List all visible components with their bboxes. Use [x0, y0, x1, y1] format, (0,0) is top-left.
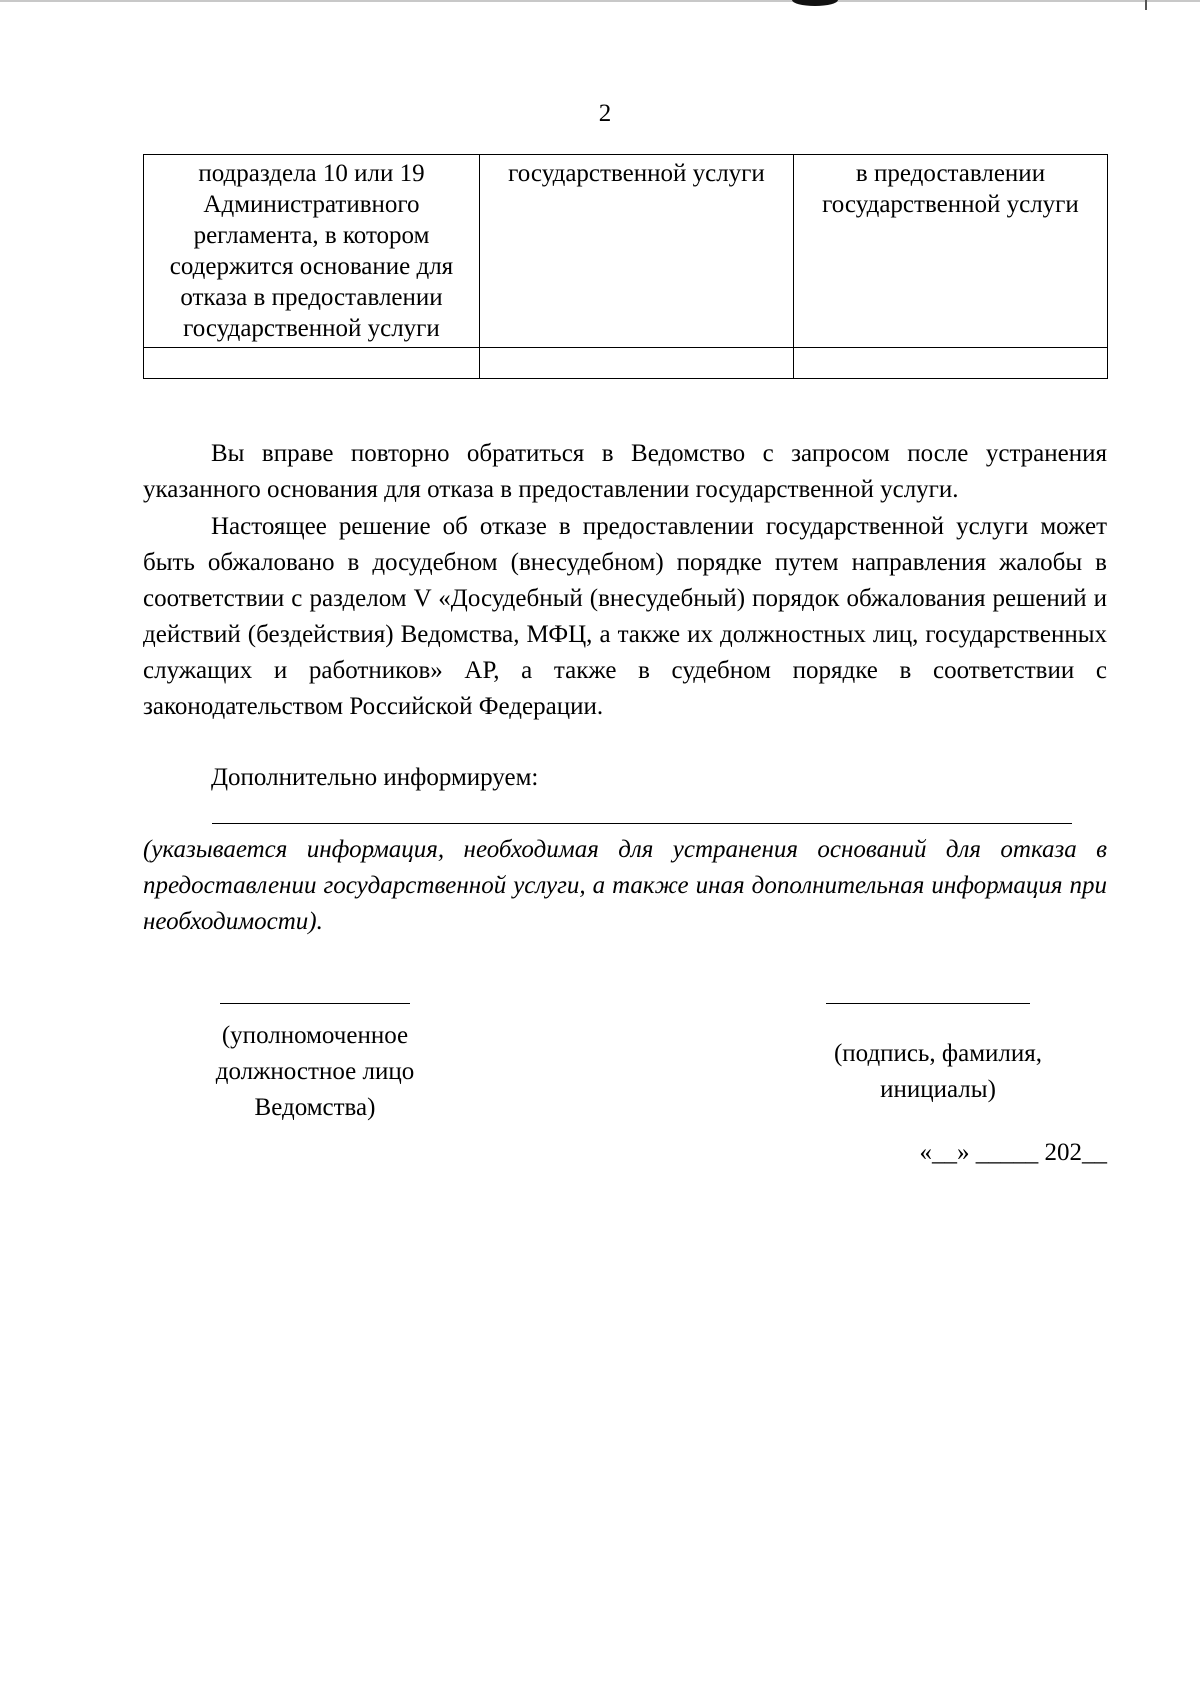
- table-cell: в предоставлении государственной услуги: [794, 155, 1108, 348]
- signature-caption-line: инициалы): [880, 1076, 996, 1103]
- official-caption-line: Ведомства): [254, 1094, 376, 1121]
- date-line: «__» _____ 202__: [919, 1139, 1107, 1166]
- official-caption: [185, 1018, 445, 1126]
- scan-top-edge: [0, 0, 1200, 2]
- refusal-reasons-table: [143, 154, 1108, 379]
- page-number: 2: [598, 100, 612, 127]
- signature-name-line: [826, 1003, 1030, 1004]
- paragraph-reapply: Вы вправе повторно обратиться в Ведомство с запросом после устранения указанного основания для отказа в предоставлении государственной услуги.: [143, 440, 1107, 503]
- table-cell: [794, 348, 1108, 379]
- table-row: [144, 348, 1108, 379]
- table-row: [144, 155, 1108, 348]
- additional-info-hint: (указывается информация, необходимая для устранения оснований для отказа в предоставлении государственной услуги, а также иная дополнительная информация при необходимости).: [143, 836, 1107, 935]
- additional-info-label: Дополнительно информируем:: [211, 764, 539, 791]
- official-caption-line: должностное лицо: [215, 1058, 415, 1085]
- table-cell: государственной услуги: [480, 155, 794, 348]
- official-signature-line: [220, 1003, 410, 1004]
- signature-caption-line: (подпись, фамилия,: [833, 1040, 1043, 1067]
- table-cell: [144, 348, 480, 379]
- scan-artifact-mark: [1145, 0, 1147, 10]
- signature-caption: [800, 1036, 1076, 1108]
- additional-info-fill-line: [212, 823, 1072, 824]
- paragraph-appeal: Настоящее решение об отказе в предоставлении государственной услуги может быть обжаловано в досудебном (внесудебном) порядке путем направления жалобы в соответствии с разделом V «Досудебный (внесудебный) порядок обжалования решений и действий (бездействия) Ведомства, МФЦ, а также их должностных лиц, государственных служащих и работников» АР, а также в судебном порядке в соответствии с законодательством Российской Федерации.: [143, 513, 1107, 720]
- official-caption-line: (уполномоченное: [221, 1022, 409, 1049]
- table-cell: подраздела 10 или 19 Административного регламента, в котором содержится основание для отказа в предоставлении государственной услуги: [144, 155, 480, 348]
- table-cell: [480, 348, 794, 379]
- scan-artifact-blob: [792, 0, 838, 6]
